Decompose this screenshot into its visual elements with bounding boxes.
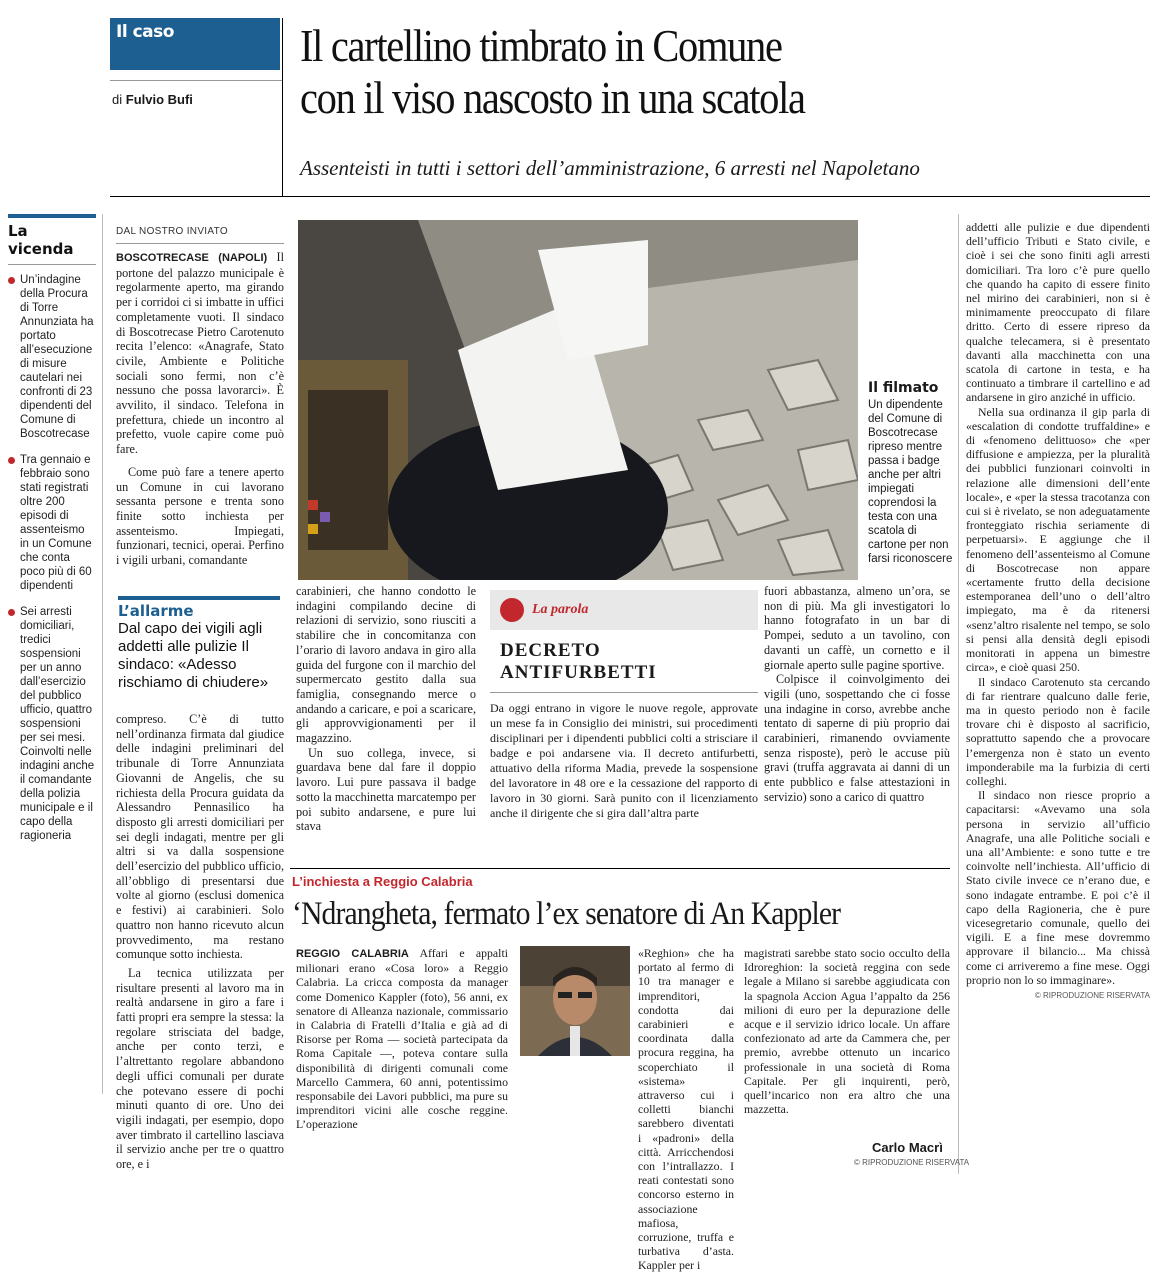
allarme-box	[118, 596, 280, 692]
article-column-1-bottom	[116, 712, 284, 1172]
sidebar-item	[8, 453, 96, 593]
la-parola-box	[490, 590, 758, 840]
reggio-place: REGGIO CALABRIA	[296, 948, 409, 960]
divider	[110, 80, 282, 81]
divider	[958, 214, 959, 1174]
red-circle-icon	[500, 598, 524, 622]
caption-text: Un dipendente del Comune di Boscotrecase ripreso mentre passa i badge anche per altri impiegati coprendosi la testa con una scatola di cartone per non farsi riconoscere	[868, 399, 953, 565]
article-paragraph: Il sindaco Carotenuto sta cercando di far rientrare qualcuno dalle ferie, ma in questo periodo non è facile trovare chi è disposto al sacrificio, soprattutto sapendo che a provocare l’emergenza non è stato un evento imponderabile ma la furbizia di certi colleghi.	[966, 674, 1150, 788]
kicker-label: Il caso	[116, 22, 174, 42]
byline-author: Fulvio Bufi	[125, 92, 193, 107]
reggio-column-1	[296, 946, 508, 1132]
divider	[290, 868, 950, 869]
photo-caption	[868, 380, 954, 566]
sidebar-item	[8, 273, 96, 441]
article-paragraph: magistrati sarebbe stato socio occulto della Idroreghion: la società reggina con sede legale a Milano si sarebbe aggiudicata con la spagnola Accion Agua l’appalto da 256 milioni di euro per la depurazione delle acque e il servizio idrico locale. Un affare confezionato ad arte da Cammera che, per premio, avrebbe ottenuto un incarico professionale in una società di Roma Capitale. Per gli inquirenti, però, quell’incarico non era altro che una mazzetta.	[744, 946, 950, 1117]
copyright: © RIPRODUZIONE RISERVATA	[854, 1158, 970, 1167]
sidebar-la-vicenda	[8, 214, 96, 855]
headline-line-1: Il cartellino timbrato in Comune	[300, 20, 782, 71]
article-paragraph: addetti alle pulizie e due dipendenti dell’ufficio Tributi e Stato civile, e cioè i sei che sono finiti agli arresti domiciliari. Tra loro c’è pure quello che quando ha capito di essere finito nel mirino dei carabinieri, non si è minimamente preoccupato di filare dritto. Certo di essere ripreso da qualche telecamera, si è presentato davanti alla macchinetta con una scatola di cartone in testa, e ha continuato a timbrare il cartellino e ad andarsene in giro anziché in ufficio.	[966, 220, 1150, 405]
parola-text: Da oggi entrano in vigore le nuove regole, approvate un mese fa in Consiglio dei ministri, sui procedimenti disciplinari per i dipendenti pubblici colti a strisciare il badge e poi andarsene via. Il decreto antifurbetti, attuativo della riforma Madia, prevede la sospensione del lavoratore in 48 ore e la cessazione del rapporto di lavoro in 30 giorni. Sarà punito con il licenziamento anche il dirigente che si gira dall’altra parte	[490, 701, 758, 820]
byline-prefix: di	[112, 92, 123, 107]
sidebar-item-text: Un’indagine della Procura di Torre Annunziata ha portato all’esecuzione di misure cautelari nei confronti di 23 dipendenti del Comune di Boscotrecase	[20, 274, 94, 440]
article-column-4	[966, 220, 1150, 1000]
kicker-box	[110, 18, 280, 70]
reggio-kicker: L’inchiesta a Reggio Calabria	[292, 874, 473, 889]
dateline-label: DAL NOSTRO INVIATO	[116, 226, 284, 244]
article-paragraph: carabinieri, che hanno condotto le indagini compilando decine di relazioni di servizio, sono riusciti a stabilire che in concomitanza con l’orario di lavoro andava in giro alla guida del furgone con il marchio del supermercato gestito dalla sua famiglia, consegnando merce o andando a caricare, e poi a scaricare, gli approvvigionamenti per il magazzino.	[296, 584, 476, 746]
article-paragraph	[296, 946, 508, 1132]
article-paragraph: compreso. C’è di tutto nell’ordinanza firmata dal giudice delle indagini preliminari del tribunale di Torre Annunziata Giovanni de Angelis, che su richiesta della Procura guidata da Alessandro Pennasilico ha disposto gli arresti domiciliari per sei degli indagati, mentre per gli altri si va dalla sospensione dell’esercizio del pubblico ufficio, all’obbligo di presentarsi due volte al giorno (esclusi domenica e festivi) ai carabinieri. Solo quattro non hanno ricevuto alcun provvedimento, ma restano comunque sotto inchiesta.	[116, 712, 284, 962]
article-paragraph: Colpisce il coinvolgimento dei vigili (uno, sospettando che ci fosse una indagine in corso, avrebbe anche tentato di saperne di più proprio dai carabinieri, rimanendo ovviamente senza risposte), però le accuse più gravi (truffa aggravata ai danni di un ente pubblico e false attestazioni in servizio) sono a carico di quattro	[764, 672, 950, 804]
allarme-text: Dal capo dei vigili agli addetti alle pulizie Il sindaco: «Adesso rischiamo di chiudere»	[118, 620, 269, 691]
subheadline: Assenteisti in tutti i settori dell’amministrazione, 6 arresti nel Napoletano	[300, 156, 920, 180]
dateline-place: BOSCOTRECASE (NAPOLI)	[116, 252, 268, 264]
article-paragraph: Un suo collega, invece, si guardava bene dal fare il doppio lavoro. Lui pure passava il badge sotto la macchinetta marcatempo per poi subito andarsene, e pure lui stava	[296, 745, 476, 834]
parola-header	[490, 590, 758, 630]
bullet-icon	[8, 609, 15, 616]
kappler-photo	[520, 946, 630, 1056]
article-column-1-top	[116, 226, 284, 568]
sidebar-title: La vicenda	[8, 214, 96, 265]
article-column-3	[764, 584, 950, 805]
caption-title: Il filmato	[868, 380, 939, 396]
paragraph-text: Affari e appalti milionari erano «Cosa loro» a Reggio Calabria. La cricca composta da manager come Domenico Kappler (foto), 56 anni, ex senatore di Alleanza nazionale, commissario in Calabria di Fratelli d’Italia e già ad di Risorse per Roma — società partecipata da Roma Capitale —, poteva contare sulla disponibilità di dirigenti comunali come Marcello Cammera, 60 anni, potentissimo responsabile dei Lavori pubblici, ma pure su imprenditori vicini alle cosche reggine. L’operazione	[296, 946, 508, 1132]
parola-term: DECRETO ANTIFURBETTI	[490, 640, 758, 693]
reggio-signature: Carlo Macrì	[872, 1140, 943, 1155]
portrait-illustration	[520, 946, 630, 1056]
divider	[102, 214, 103, 1094]
divider	[282, 18, 283, 196]
sidebar-item-text: Sei arresti domiciliari, tredici sospensioni per un anno dall’esercizio del pubblico ufficio, quattro sospensioni per sei mesi. Coinvolti nelle indagini anche il comandante della polizia municipale e il capo della ragioneria	[20, 606, 95, 842]
photo-illustration	[298, 220, 858, 580]
bullet-icon	[8, 457, 15, 464]
article-column-2	[296, 584, 476, 834]
reggio-column-3	[744, 946, 950, 1116]
sidebar-item	[8, 605, 96, 843]
reggio-headline: ‘Ndrangheta, fermato l’ex senatore di An Kappler	[292, 896, 841, 932]
article-paragraph	[116, 250, 284, 457]
copyright: © RIPRODUZIONE RISERVATA	[1034, 990, 1150, 1000]
article-paragraph: «Reghion» che ha portato al fermo di 10 tra manager e imprenditori, condotta dai carabinieri e coordinata dalla procura reggina, ha scoperchiato il «sistema» attraverso cui i colletti bianchi sarebbero diventati i «padroni» della città. Arricchendosi con l’intrallazzo. I reati contestati sono concorso esterno in associazione mafiosa, corruzione, truffa e turbativa d’asta. Kappler per i	[638, 946, 734, 1273]
article-paragraph: La tecnica utilizzata per risultare presenti al lavoro ma in realtà andarsene in giro a fare i fatti propri era sempre la stessa: la regolare strisciata del badge, anche per conto terzi, e l’altrettanto regolare abbandono degli uffici comunali per durate che potevano essere di pochi minuti quanto di ore. Uno dei vigili indagati, per esempio, dopo aver timbrato il cartellino lasciava il servizio anche per tre o quattro ore, e i	[116, 965, 284, 1172]
allarme-kicker: L’allarme	[118, 596, 280, 620]
parola-label: La parola	[532, 602, 589, 617]
sidebar-item-text: Tra gennaio e febbraio sono stati registrati oltre 200 episodi di assenteismo in un Comune che conta poco più di 60 dipendenti	[20, 454, 92, 592]
news-photo	[298, 220, 858, 580]
byline	[112, 92, 193, 107]
headline-line-2: con il viso nascosto in una scatola	[300, 72, 805, 123]
article-paragraph: Come può fare a tenere aperto un Comune in cui lavorano sessanta persone e trenta sono finite sotto inchiesta per assenteismo. Impiegati, funzionari, tecnici, operai. Perfino i vigili urbani, comandante	[116, 464, 284, 568]
bullet-icon	[8, 277, 15, 284]
article-paragraph: Il sindaco non riesce proprio a capacitarsi: «Avevamo una sola persona in servizio all’ufficio Anagrafe, una alle Politiche sociali e una all’Ambiente: e sono tutte e tre coinvolte nell’inchiesta. All’ufficio di Stato civile invece ce n’erano due, e sono indagate entrambe. E poi c’è il capo della Ragioneria, che è pure vicesegretario comunale, quello dei vigili. E a fine mese dovremmo approvare il bilancio... Ma chissà come ci arriveremo a fine mese. Oggi proprio non lo so immaginare».	[966, 788, 1150, 987]
paragraph-text: Il portone del palazzo municipale è regolarmente aperto, ma girando per i corridoi ci si imbatte in uffici completamente vuoti. Il sindaco di Boscotrecase Pietro Carotenuto recita l’elenco: «Anagrafe, Stato civile, Ambiente e Politiche sociali sono fermi, non c’è nessuno che possa lavorarci». È avvilito, il sindaco. Telefona in prefettura, chiede un incontro al prefetto, vuole capire come può fare.	[116, 250, 284, 457]
article-paragraph: Nella sua ordinanza il gip parla di «escalation di condotte truffaldine» e di «fenomeno delittuoso» che «per diffusione e ampiezza, per la pluralità dei pubblici funzionari coinvolti in relazione alle dimensioni dell’ente locale», e «per la stessa tracotanza con cui si è rivelato, se non adeguatamente fronteggiato rischia seriamente di perpetuarsi». E aggiunge che il fenomeno dell’assenteismo al Comune di Boscotrecase non appare «certamente frutto della decisione estemporanea dell’uno o dell’altro impiegato, ma è da ritenersi «senz’altro risalente nel tempo, se solo si pensi alla densità degli episodi monitorati in appena un bimestre circa», e cioè quasi 250.	[966, 404, 1150, 675]
reggio-column-2	[638, 946, 734, 1273]
divider	[110, 196, 1150, 197]
headline	[300, 20, 1039, 124]
article-paragraph: fuori abbastanza, almeno un’ora, se non di più. Ma gli investigatori lo hanno fotografato in un bar di Pompei, seduto a un tavolino, con davanti un caffè, un cornetto e il giornale aperto sulle pagine sportive.	[764, 584, 950, 672]
